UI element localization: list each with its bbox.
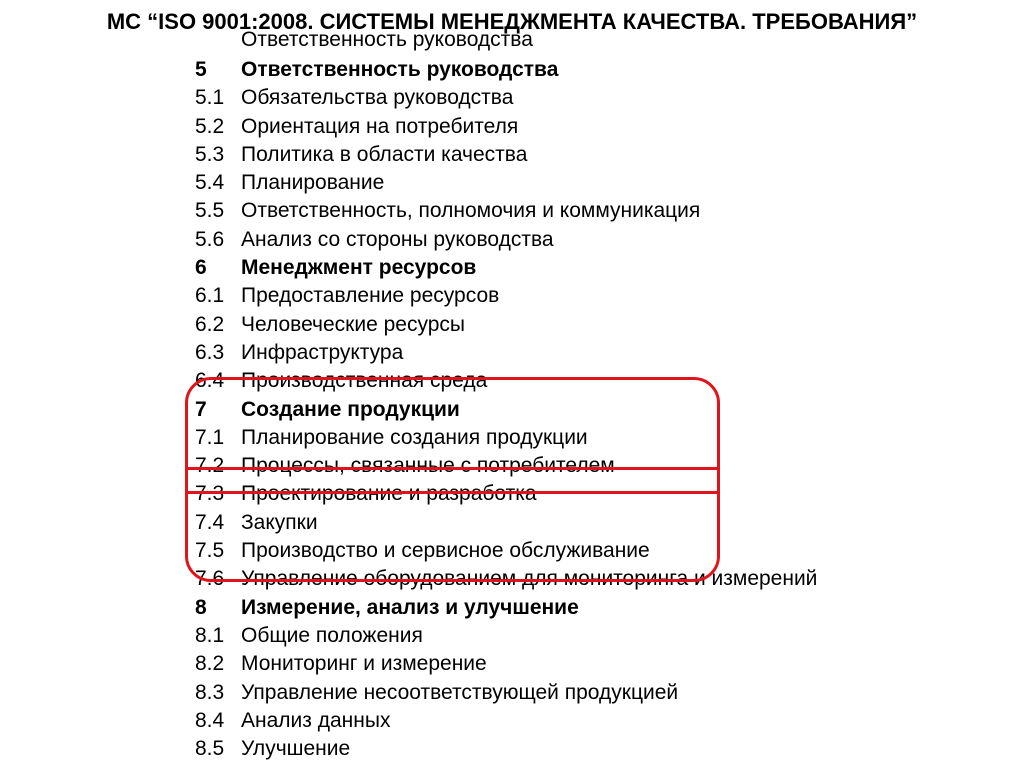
toc-item xyxy=(195,141,817,169)
toc-item xyxy=(195,735,817,763)
toc-section-heading xyxy=(195,594,817,622)
toc-number: 8.1 xyxy=(195,623,225,647)
toc-number xyxy=(195,40,241,56)
toc-section-heading xyxy=(195,254,817,282)
toc-item xyxy=(195,197,817,225)
toc-text: Человеческие ресурсы xyxy=(241,312,465,336)
toc-number: 5.4 xyxy=(195,171,225,195)
toc-item xyxy=(195,226,817,254)
toc-number: 8.5 xyxy=(195,737,225,761)
toc-number: 6.1 xyxy=(195,284,225,308)
toc-cut-off-line xyxy=(195,28,817,56)
toc-number: 5.1 xyxy=(195,86,225,110)
toc-number: 7.2 xyxy=(195,454,225,478)
toc-text: Закупки xyxy=(241,510,318,534)
toc-item xyxy=(195,84,817,112)
toc-text: Производственная среда xyxy=(241,369,488,393)
toc-item xyxy=(195,113,817,141)
toc-number: 8.4 xyxy=(195,708,225,732)
toc-item xyxy=(195,650,817,678)
toc-text: Ответственность, полномочия и коммуникация xyxy=(241,199,701,223)
toc-number: 8.3 xyxy=(195,680,225,704)
toc-text: Ответственность руководства xyxy=(241,28,533,51)
toc-number: 5.6 xyxy=(195,227,225,251)
toc-text: Политика в области качества xyxy=(241,142,528,166)
toc-item xyxy=(195,311,817,339)
toc-number: 7.1 xyxy=(195,425,225,449)
toc-text: Общие положения xyxy=(241,623,423,647)
toc-item xyxy=(195,679,817,707)
toc-item xyxy=(195,169,817,197)
toc-item xyxy=(195,622,817,650)
toc-number: 6.4 xyxy=(195,369,225,393)
toc-text: Предоставление ресурсов xyxy=(241,284,500,308)
toc-number: 8.2 xyxy=(195,652,225,676)
toc-text: Улучшение xyxy=(241,737,351,761)
toc-number: 8 xyxy=(195,595,207,619)
toc-number: 5 xyxy=(195,58,207,81)
toc-number: 7.4 xyxy=(195,510,225,534)
page-title: МС “ISO 9001:2008. СИСТЕМЫ МЕНЕДЖМЕНТА КАЧЕСТВА. ТРЕБОВАНИЯ” xyxy=(106,9,918,34)
toc-text: Обязательства руководства xyxy=(241,86,514,110)
toc-text: Инфраструктура xyxy=(241,340,404,364)
toc-text: Анализ данных xyxy=(241,708,391,732)
toc-number: 6 xyxy=(195,256,207,280)
toc-number: 6.3 xyxy=(195,340,225,364)
toc-text: Создание продукции xyxy=(241,397,460,421)
item-7-3-highlight-box xyxy=(185,467,720,494)
toc-number: 7.3 xyxy=(195,482,225,506)
toc-number: 7.6 xyxy=(195,567,225,591)
toc-section-heading xyxy=(195,56,817,84)
toc-text: Планирование создания продукции xyxy=(241,425,588,449)
toc-text: Измерение, анализ и улучшение xyxy=(241,595,579,619)
toc-number: 5.2 xyxy=(195,114,225,138)
toc-text: Управление оборудованием для мониторинга и измерений xyxy=(241,567,818,591)
toc-number: 5.3 xyxy=(195,142,225,166)
toc-text: Ориентация на потребителя xyxy=(241,114,519,138)
toc-text: Анализ со стороны руководства xyxy=(241,227,554,251)
toc-item xyxy=(195,339,817,367)
toc-text: Ответственность руководства xyxy=(241,58,559,81)
toc-text: Проектирование и разработка xyxy=(241,482,537,506)
toc-text: Процессы, связанные с потребителем xyxy=(241,454,615,478)
toc-number: 7.5 xyxy=(195,539,225,563)
toc-text: Менеджмент ресурсов xyxy=(241,256,477,280)
toc-item xyxy=(195,282,817,310)
toc-text: Производство и сервисное обслуживание xyxy=(241,539,650,563)
toc-text: Мониторинг и измерение xyxy=(241,652,487,676)
toc-number: 6.2 xyxy=(195,312,225,336)
toc-text: Управление несоответствующей продукцией xyxy=(241,680,679,704)
toc-number: 7 xyxy=(195,397,207,421)
toc-text: Планирование xyxy=(241,171,385,195)
toc-number: 5.5 xyxy=(195,199,225,223)
toc-item xyxy=(195,707,817,735)
